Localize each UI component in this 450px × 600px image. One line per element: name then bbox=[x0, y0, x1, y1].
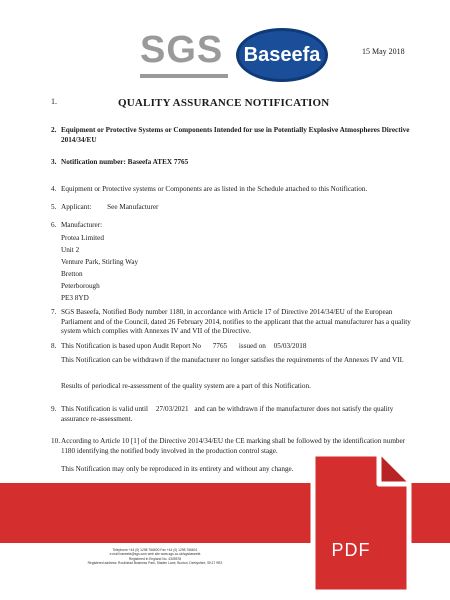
sgs-logo bbox=[140, 30, 232, 70]
item-3-number: 3. bbox=[51, 158, 57, 166]
item-4-text: Equipment or Protective systems or Components are as listed in the Schedule attached to this Notification. bbox=[61, 185, 368, 193]
address-line: Peterborough bbox=[61, 282, 100, 290]
page-title: QUALITY ASSURANCE NOTIFICATION bbox=[118, 97, 330, 109]
address-line: Unit 2 bbox=[61, 246, 80, 254]
title-number: 1. bbox=[51, 97, 57, 106]
baseefa-logo bbox=[236, 28, 328, 82]
item-5-number: 5. bbox=[51, 203, 57, 211]
baseefa-logo-text: Baseefa bbox=[243, 44, 321, 66]
item-3 bbox=[51, 158, 421, 168]
manufacturer-label: Manufacturer: bbox=[61, 221, 103, 229]
audit-report-number: 7765 bbox=[212, 342, 228, 350]
item-10-text: According to Article 10 [1] of the Directive 2014/34/EU the CE marking shall be followed by the identification number 1180 identifying the notified body involved in the production control stage. bbox=[61, 437, 406, 455]
item-9-number: 9. bbox=[51, 405, 57, 413]
pdf-label[interactable]: PDF bbox=[331, 540, 371, 560]
issued-on-label: issued on bbox=[238, 342, 266, 350]
item-9-text-a: This Notification is valid until bbox=[61, 405, 149, 413]
audit-report-date: 05/03/2018 bbox=[273, 342, 307, 350]
item-4 bbox=[51, 185, 421, 195]
item-9-text-b: and can be withdrawn if the manufacturer does not satisfy the quality assurance re-assessment. bbox=[61, 405, 394, 423]
manufacturer-address bbox=[61, 232, 138, 304]
item-7-number: 7. bbox=[51, 308, 57, 316]
item-8-text: This Notification is based upon Audit Report No bbox=[61, 342, 201, 350]
item-7 bbox=[51, 308, 421, 337]
item-9 bbox=[51, 405, 421, 424]
sgs-logo-underline bbox=[140, 74, 228, 78]
item-4-number: 4. bbox=[51, 185, 57, 193]
pdf-file-icon[interactable] bbox=[303, 448, 415, 598]
sgs-logo-text: SGS bbox=[140, 29, 224, 71]
item-3-text: Notification number: Baseefa ATEX 7765 bbox=[61, 158, 189, 166]
applicant-value: See Manufacturer bbox=[107, 203, 159, 211]
item-5 bbox=[51, 203, 421, 213]
footer-email: e-mail baseefa@sgs.com web site www.sgs.co.uk/sgsbaseefa bbox=[109, 552, 201, 557]
item-8 bbox=[51, 342, 421, 352]
address-line: Venture Park, Stirling Way bbox=[61, 258, 139, 266]
item-7-text: SGS Baseefa, Notified Body number 1180, in accordance with Article 17 of Directive 2014/34/EU of the European Parliament and of the Council, dated 26 February 2014, notifies to the applicant that the actual manufacturer has a quality system which complies with Annexes IV and VII of the Directive. bbox=[61, 308, 411, 335]
applicant-label: Applicant: bbox=[61, 203, 92, 211]
item-2-number: 2. bbox=[51, 126, 57, 134]
valid-until-date: 27/03/2021 bbox=[155, 405, 189, 413]
address-line: Protea Limited bbox=[61, 234, 104, 242]
footer-contact bbox=[60, 548, 250, 565]
footer-phone: Telephone +44 (0) 1298 766600 Fax +44 (0) 1298 766601 bbox=[112, 548, 198, 552]
item-8-withdraw-note: This Notification can be withdrawn if the manufacturer no longer satisfies the requirements of the Annexes IV and VII. bbox=[61, 356, 404, 364]
item-2-text: Equipment or Protective Systems or Components Intended for use in Potentially Explosive Atmospheres Directive 2014/34/EU bbox=[61, 126, 410, 144]
item-6-number: 6. bbox=[51, 221, 57, 229]
item-2 bbox=[51, 126, 421, 145]
footer-registration: Registered in England No. 4305578 bbox=[128, 556, 182, 561]
item-8-number: 8. bbox=[51, 342, 57, 350]
address-line: PE3 8YD bbox=[61, 294, 89, 302]
item-10-number: 10. bbox=[51, 437, 60, 445]
item-10-reproduction-note: This Notification may only be reproduced in its entirety and without any change. bbox=[61, 465, 294, 473]
document-date: 15 May 2018 bbox=[362, 47, 405, 56]
item-8-reassessment-note: Results of periodical re-assessment of the quality system are a part of this Notification. bbox=[61, 382, 311, 390]
address-line: Bretton bbox=[61, 270, 83, 278]
footer-registered-address: Registered address: Rockhead Business Park, Staden Lane, Buxton, Derbyshire, SK17 9RZ bbox=[87, 560, 223, 565]
item-6 bbox=[51, 221, 421, 231]
